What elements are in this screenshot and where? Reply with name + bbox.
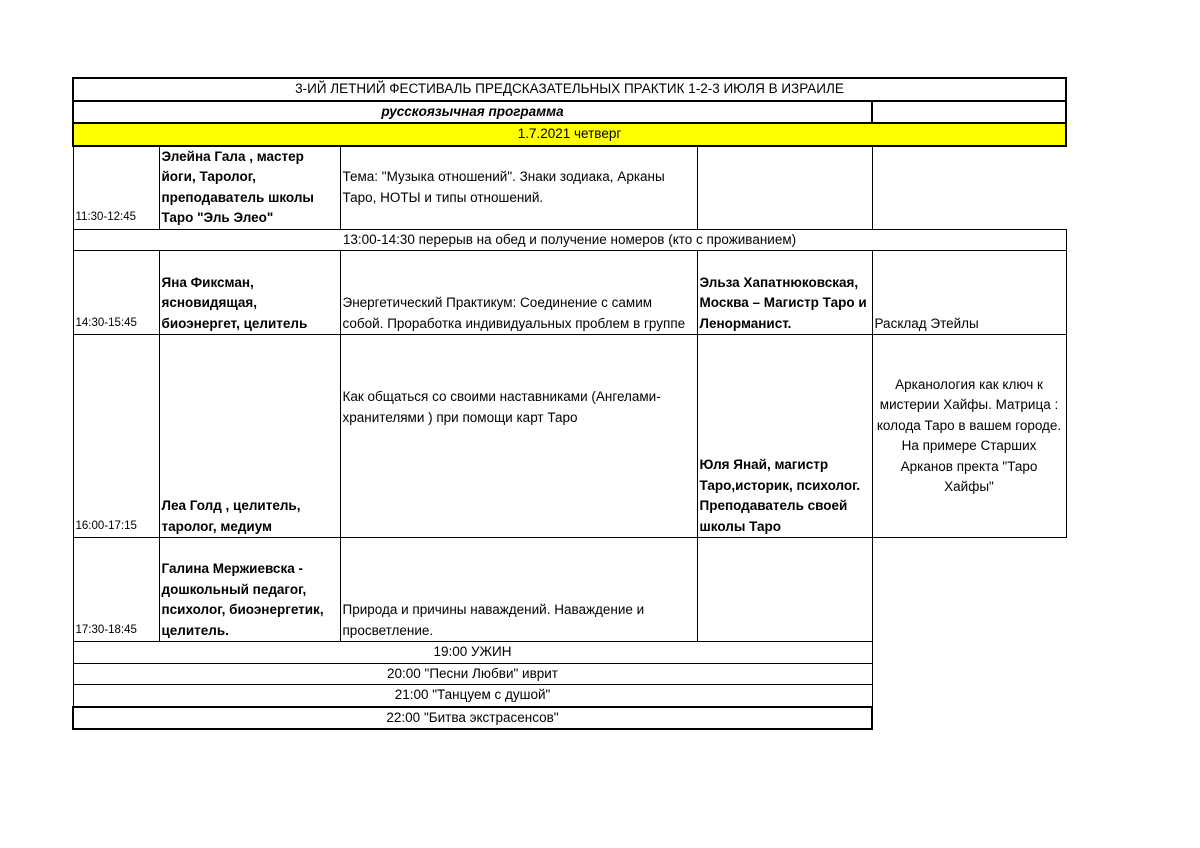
session-topic: Энергетический Практикум: Соединение с самим собой. Проработка индивидуальных проблем в группе [340,251,697,335]
evening-item: 19:00 УЖИН [73,642,872,664]
session-topic: Тема: "Музыка отношений". Знаки зодиака, Арканы Таро, НОТЫ и типы отношений. [340,146,697,230]
session-topic2: Расклад Этейлы [872,251,1066,335]
session-time: 14:30-15:45 [73,251,159,335]
schedule-table [72,77,1067,730]
session-speaker2 [697,538,872,642]
session-time: 16:00-17:15 [73,335,159,538]
session-speaker: Галина Мержиевска - дошкольный педагог, психолог, биоэнергетик, целитель. [159,538,340,642]
festival-title: 3-ИЙ ЛЕТНИЙ ФЕСТИВАЛЬ ПРЕДСКАЗАТЕЛЬНЫХ ПРАКТИК 1-2-3 ИЮЛЯ В ИЗРАИЛЕ [73,78,1066,101]
empty-cell [872,538,1066,642]
empty-cell [872,146,1066,230]
schedule-sheet [72,77,1067,730]
date-banner: 1.7.2021 четверг [73,123,1066,146]
session-time: 17:30-18:45 [73,538,159,642]
session-topic2: Арканология как ключ к мистерии Хайфы. Матрица : колода Таро в вашем городе. На примере Старших Арканов пректа "Таро Хайфы" [872,335,1066,538]
program-subtitle: русскоязычная программа [73,101,872,124]
session-speaker2: Эльза Хапатнюковская, Москва – Магистр Таро и Ленорманист. [697,251,872,335]
session-speaker: Элейна Гала , мастер йоги, Таролог, преподаватель школы Таро "Эль Элео" [159,146,340,230]
session-topic: Природа и причины наваждений. Наваждение и просветление. [340,538,697,642]
session-speaker: Яна Фиксман, ясновидящая, биоэнергет, целитель [159,251,340,335]
evening-item: 20:00 "Песни Любви" иврит [73,663,872,685]
empty-cell [872,101,1066,124]
evening-item: 21:00 "Танцуем с душой" [73,685,872,707]
session-topic: Как общаться со своими наставниками (Ангелами-хранителями ) при помощи карт Таро [340,335,697,538]
session-speaker2: Юля Янай, магистр Таро,историк, психолог. Преподаватель своей школы Таро [697,335,872,538]
session-time: 11:30-12:45 [73,146,159,230]
session-speaker: Леа Голд , целитель, таролог, медиум [159,335,340,538]
session-speaker2 [697,146,872,230]
evening-item: 22:00 "Битва экстрасенсов" [73,707,872,730]
lunch-break: 13:00-14:30 перерыв на обед и получение номеров (кто с проживанием) [73,229,1066,251]
